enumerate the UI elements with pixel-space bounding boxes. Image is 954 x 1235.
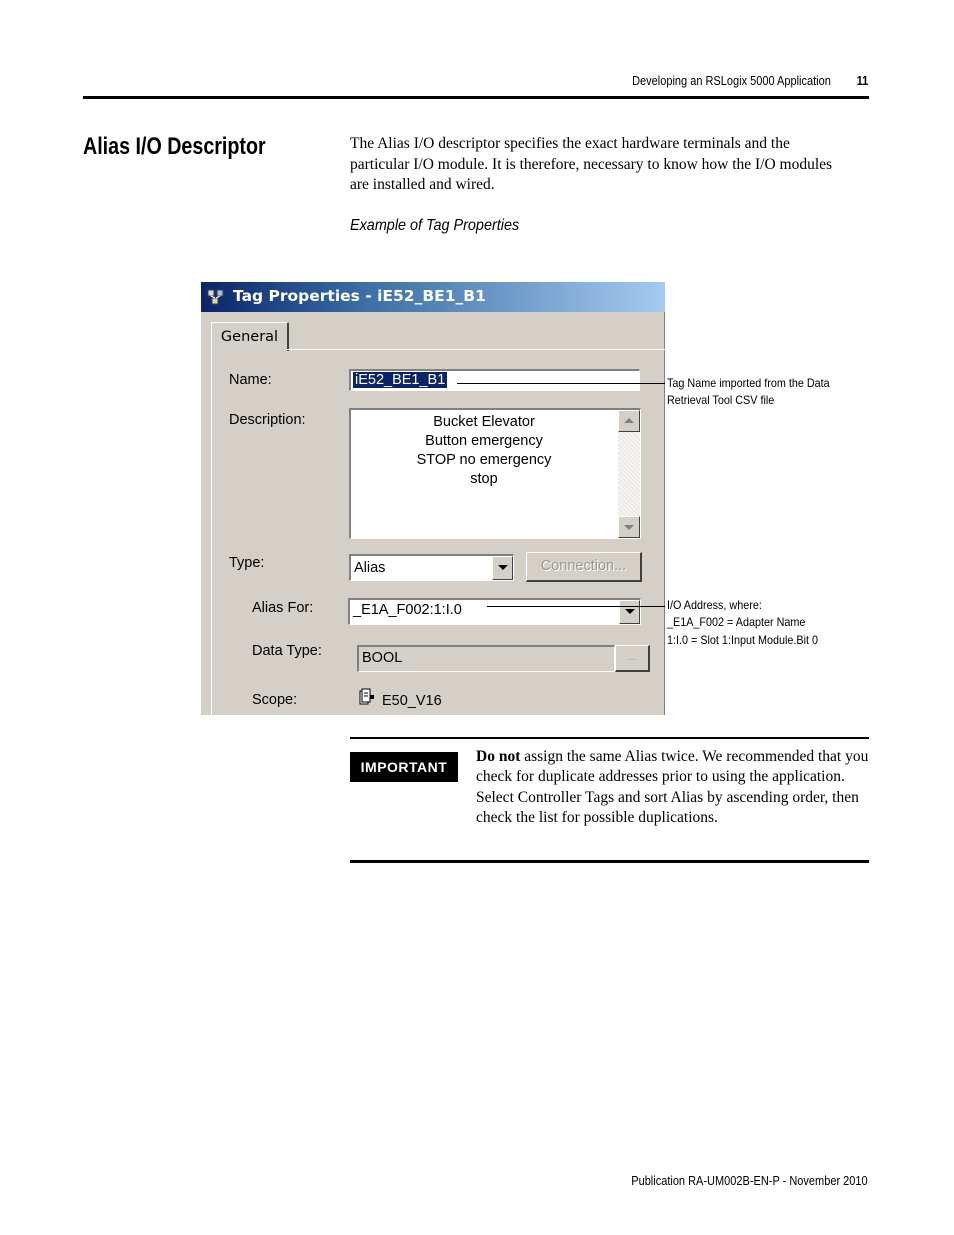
important-top-rule [350,737,869,739]
dialog-titlebar[interactable] [201,282,665,312]
alias-for-value: _E1A_F002:1:I.0 [353,602,462,618]
important-label: IMPORTANT [350,752,458,782]
description-line: STOP no emergency [416,452,552,468]
controller-scope-icon [359,688,375,706]
arrow-down-icon [624,525,634,530]
callout-line-text: Tag Name imported from the Data [667,376,830,390]
io-address-callout [667,597,818,649]
io-address-leader-line [487,606,665,607]
data-type-label: Data Type: [252,643,322,659]
callout-line-text: _E1A_F002 = Adapter Name [667,615,806,630]
dialog-title: Tag Properties - iE52_BE1_B1 [233,287,486,305]
alias-for-dropdown-button[interactable] [619,600,640,624]
important-lead: Do not [476,748,521,765]
panel-edge [211,350,212,716]
description-value [351,413,617,489]
data-type-value: BOOL [362,650,403,666]
alias-for-label: Alias For: [252,600,314,616]
callout-line-text: Retrieval Tool CSV file [667,393,775,408]
description-field[interactable] [349,408,641,539]
type-label: Type: [229,555,265,571]
section-title: Alias I/O Descriptor [83,133,266,160]
figure-caption: Example of Tag Properties [350,217,520,234]
description-line: Bucket Elevator [433,414,535,430]
description-line: Button emergency [425,433,543,449]
chevron-down-icon [498,565,508,570]
type-value: Alias [354,560,386,576]
running-title: Developing an RSLogix 5000 Application [632,74,831,88]
tag-name-leader-line [457,383,665,384]
name-field[interactable] [349,369,640,391]
scope-value: E50_V16 [382,693,442,709]
header-rule [83,96,869,99]
tag-properties-icon [207,288,225,306]
description-scrollbar[interactable] [618,410,640,538]
callout-line-text: 1:I.0 = Slot 1:Input Module.Bit 0 [667,632,819,647]
page-number: 11 [856,74,868,88]
body-paragraph: The Alias I/O descriptor specifies the exact hardware terminals and the particular I/O module. It is therefore, necessary to know how the I/O modules are installed and wired. [350,135,833,193]
tab-general[interactable]: General [211,322,289,351]
scroll-down-button[interactable] [618,516,640,538]
publication-footer: Publication RA-UM002B-EN-P - November 2010 [631,1174,868,1188]
tab-strip-edge [286,349,666,350]
type-select[interactable] [349,554,514,581]
callout-line-text: I/O Address, where: [667,598,762,612]
arrow-up-icon [624,418,634,423]
connection-button[interactable]: Connection... [526,552,642,582]
name-label: Name: [229,372,272,388]
alias-for-select[interactable] [348,598,641,625]
scope-label: Scope: [252,692,298,708]
important-body: assign the same Alias twice. We recommended that you check for duplicate addresses prior to using the application. Select Controller Tags and sort Alias by ascending order, then check the list for possible duplications. [476,748,869,826]
important-bottom-rule [350,860,869,863]
important-text [476,747,871,828]
chevron-down-icon [625,609,635,614]
description-line: stop [470,471,498,487]
data-type-browse-button[interactable]: ... [615,645,650,672]
name-value: iE52_BE1_B1 [355,372,446,388]
scroll-up-button[interactable] [618,410,640,432]
description-label: Description: [229,412,306,428]
tag-name-callout [667,375,830,410]
data-type-field [357,645,615,672]
type-dropdown-button[interactable] [492,556,513,580]
